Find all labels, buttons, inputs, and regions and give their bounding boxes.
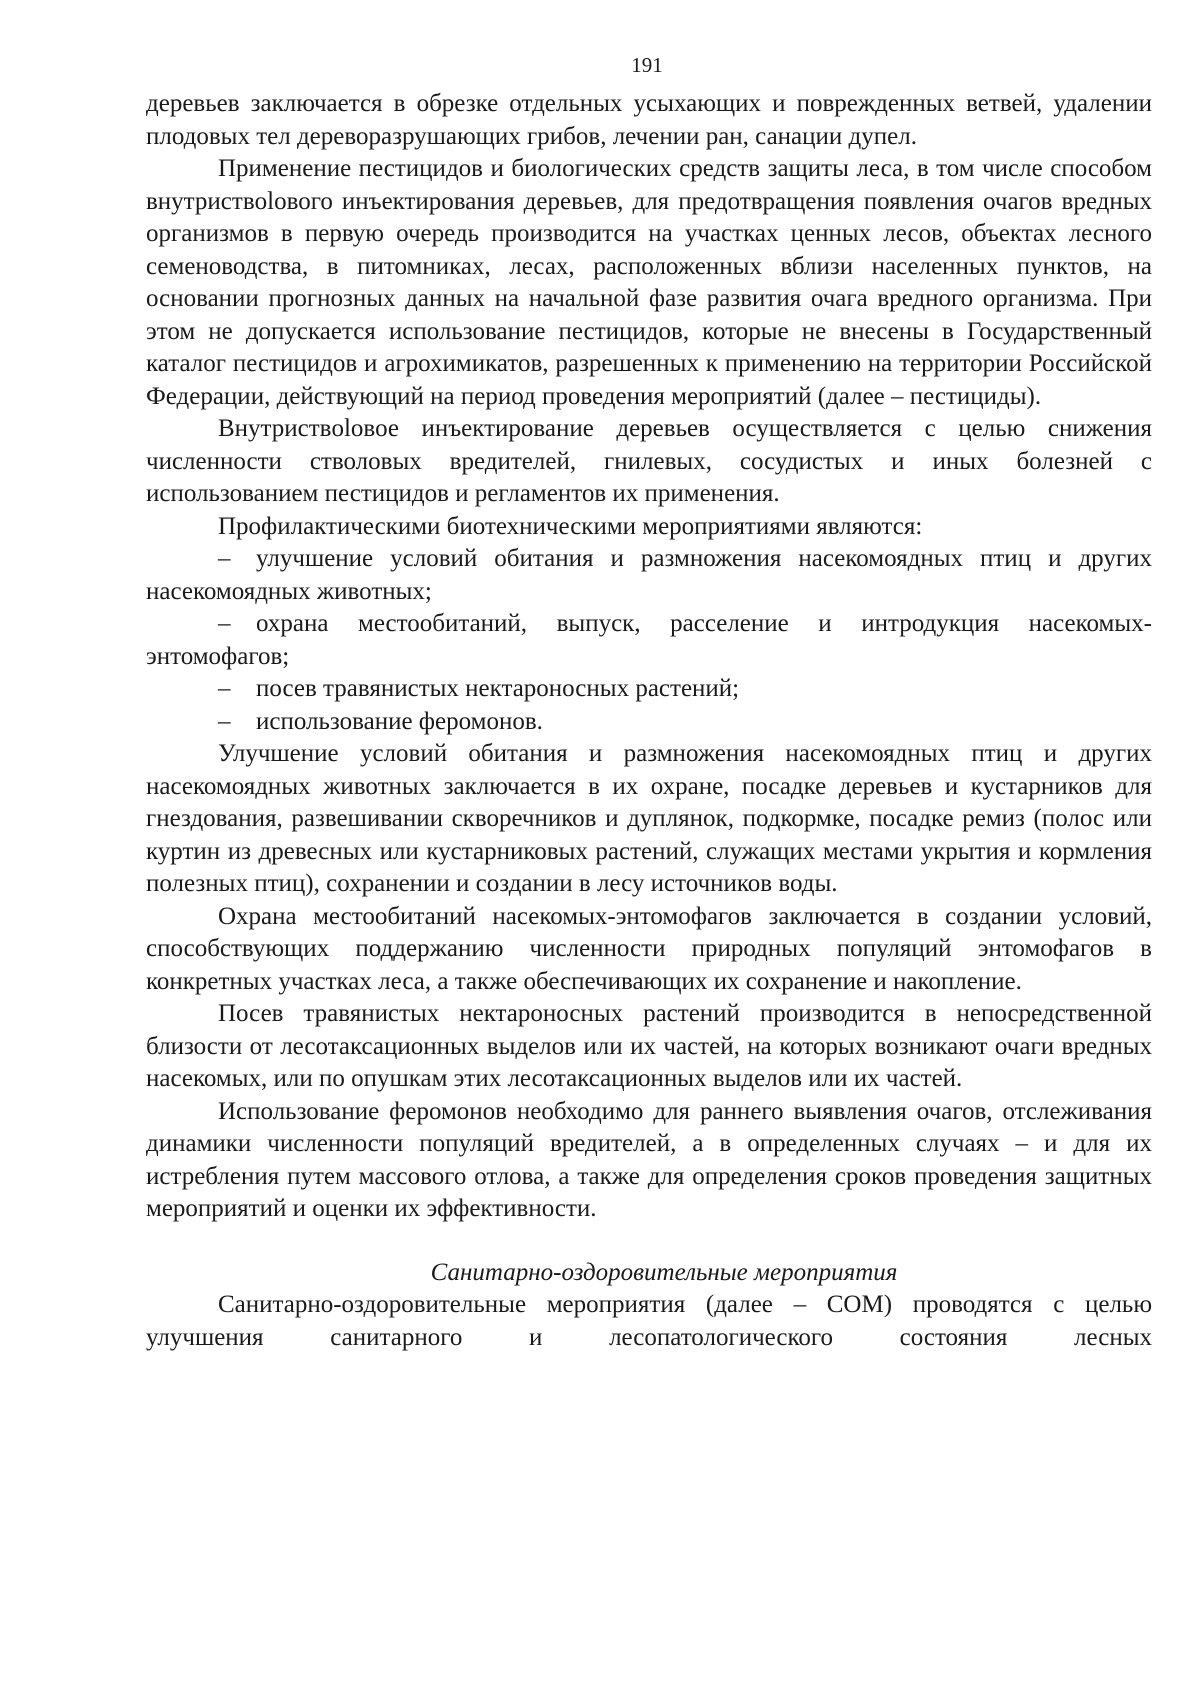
list-dash: – [218,675,231,702]
paragraph-continuation: деревьев заключается в обрезке отдельных усыхающих и поврежденных ветвей, удалении плодовых тел дереворазрушающих грибов, лечении ран, санации дупел. [146,90,1152,150]
document-body [146,88,1152,1354]
list-item [146,673,1152,706]
list-item [146,706,1152,739]
paragraph-biotech-intro: Профилактическими биотехническими мероприятиями являются: [218,512,923,540]
paragraph-entomophages: Охрана местообитаний насекомых-энтомофагов заключается в создании условий, способствующих поддержанию численности природных популяций энтомофагов в конкретных участках леса, а также обеспечивающих их сохранение и накопление. [146,902,1152,995]
list-item-text: посев травянистых нектароносных растений; [256,675,740,702]
page-number: 191 [631,53,663,77]
list-item-text: улучшение условий обитания и размножения насекомоядных птиц и других насекомоядных животных; [146,545,1152,605]
list-item-text: охрана местообитаний, выпуск, расселение и интродукция насекомых-энтомофагов; [146,610,1152,670]
list-item [146,543,1152,608]
paragraph-birds: Улучшение условий обитания и размножения насекомоядных птиц и других насекомоядных животных заключается в их охране, посадке деревьев и кустарников для гнездования, развешивании скворечников и дуплянок, подкормке, посадке ремиз (полос или куртин из древесных или кустарниковых растений, служащих местами укрытия и кормления полезных птиц), сохранении и создании в лесу источников воды. [146,740,1152,897]
section-heading: Санитарно-оздоровительные мероприятия [430,1258,898,1286]
list-dash: – [218,610,231,637]
paragraph-nectar-plants: Посев травянистых нектароносных растений производится в непосредственной близости от лесотаксационных выделов или их частей, на которых возникают очаги вредных насекомых, или по опушкам этих лесотаксационных выделов или их частей. [146,1000,1152,1092]
paragraph-injection: Внутриствolовое инъектирование деревьев осуществляется с целью снижения численности стволовых вредителей, гнилевых, сосудистых и иных болезней с использованием пестицидов и регламентов их применения. [146,415,1152,507]
paragraph-pheromones: Использование феромонов необходимо для раннего выявления очагов, отслеживания динамики численности популяций вредителей, а в определенных случаях – и для их истребления путем массового отлова, а также для определения сроков проведения защитных мероприятий и оценки их эффективности. [146,1097,1152,1222]
paragraph-sanitary: Санитарно-оздоровительные мероприятия (далее – СОМ) проводятся с целью улучшения санитарного и лесопатологического состояния лесных [146,1291,1152,1351]
paragraph-pesticides: Применение пестицидов и биологических средств защиты леса, в том числе способом внутриствolового инъектирования деревьев, для предотвращения появления очагов вредных организмов в первую очередь производится на участках ценных лесов, объектах лесного семеноводства, в питомниках, лесах, расположенных вблизи населенных пунктов, на основании прогнозных данных на начальной фазе развития очага вредного организма. При этом не допускается использование пестицидов, которые не внесены в Государственный каталог пестицидов и агрохимикатов, разрешенных к применению на территории Российской Федерации, действующий на период проведения мероприятий (далее – пестициды). [146,155,1152,410]
list-dash: – [218,707,231,735]
list-dash: – [218,545,231,572]
list-item-text: использование феромонов. [256,707,543,735]
list-item [146,608,1152,673]
